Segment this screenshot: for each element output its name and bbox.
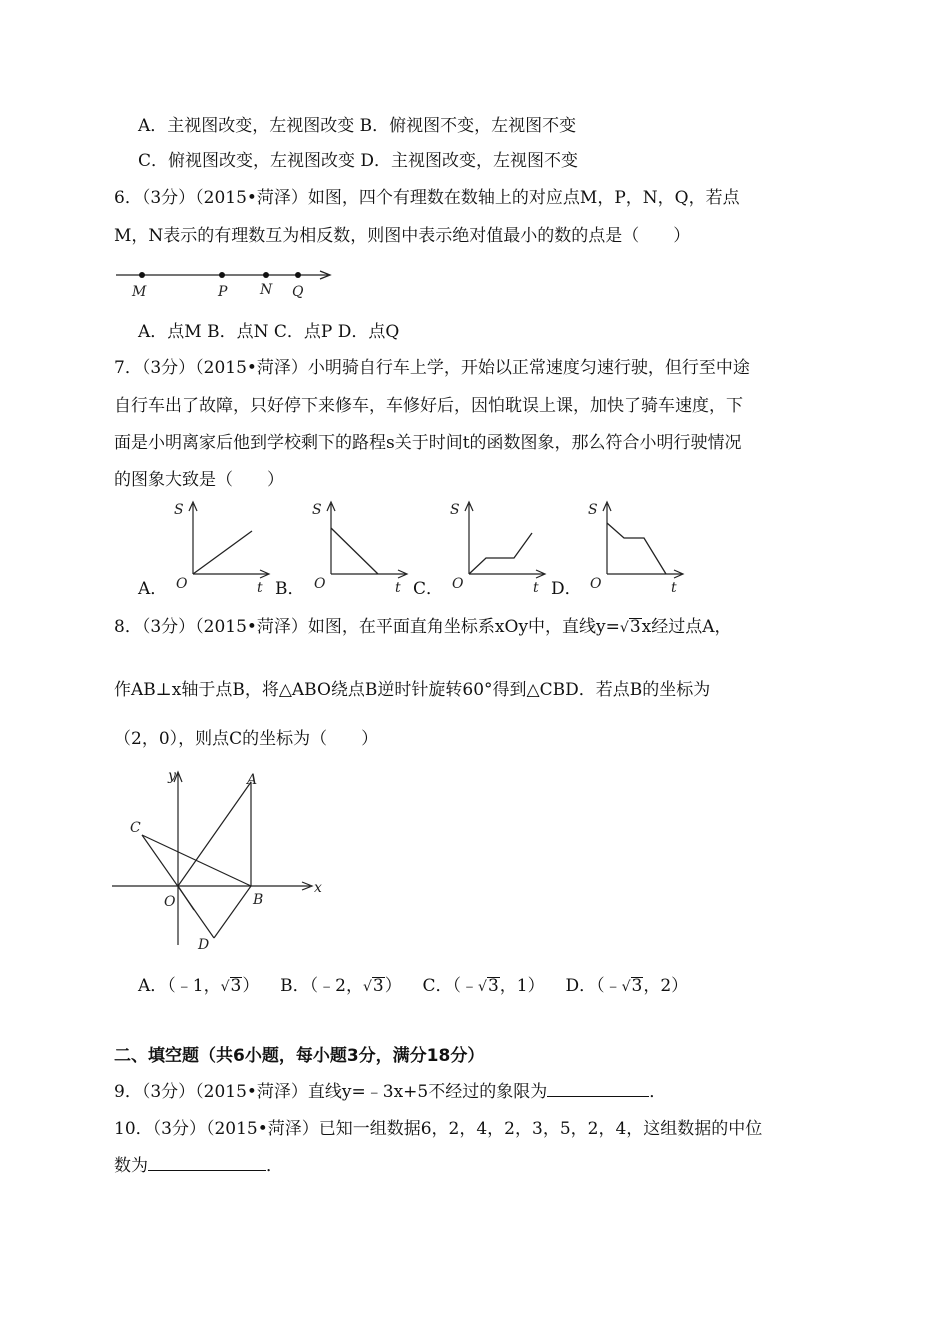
q7-graph-d xyxy=(584,498,689,598)
q7-graph-b-line xyxy=(331,528,378,574)
point-m xyxy=(139,272,145,278)
q7-option-a-label: A． xyxy=(138,579,168,599)
segment-db xyxy=(214,886,251,938)
q6-stem-line2: M，N表示的有理数互为相反数，则图中表示绝对值最小的数的点是（ ） xyxy=(114,226,691,246)
segment-od xyxy=(178,886,194,910)
svg-text:A: A xyxy=(247,772,258,788)
svg-text:O: O xyxy=(590,576,602,592)
segment-oa xyxy=(178,782,251,886)
svg-text:O: O xyxy=(164,894,176,910)
svg-text:x: x xyxy=(314,880,322,896)
q7-graph-a-line xyxy=(193,531,252,574)
q7-graph-c-line xyxy=(469,533,532,574)
q8-options: A．（﹣1，√3） B．（﹣2，√3） C．（﹣√3，1） D．（﹣√3，2） xyxy=(138,976,689,996)
point-n xyxy=(263,272,269,278)
q7-graph-d-line xyxy=(607,523,666,574)
q7-option-b-label: B． xyxy=(275,579,305,599)
label-n: N xyxy=(260,282,273,298)
svg-text:C: C xyxy=(130,820,141,836)
q7-graph-b xyxy=(308,498,413,598)
q6-options: A．点M B．点N C．点P D．点Q xyxy=(138,322,400,342)
segment-cb xyxy=(142,835,251,886)
q7-graph-c xyxy=(446,498,551,598)
q9-answer-blank xyxy=(547,1082,649,1097)
svg-text:O: O xyxy=(452,576,464,592)
svg-text:S: S xyxy=(174,502,184,518)
q5-options-line1: A．主视图改变，左视图改变 B．俯视图不变，左视图不变 xyxy=(138,116,577,136)
q9-stem: 9．（3分）（2015•菏泽）直线y=﹣3x+5不经过的象限为 ． xyxy=(114,1082,667,1102)
q7-stem-line4: 的图象大致是（ ） xyxy=(114,470,284,490)
q7-stem-line1: 7．（3分）（2015•菏泽）小明骑自行车上学，开始以正常速度匀速行驶，但行至中途 xyxy=(114,358,750,378)
point-q xyxy=(295,272,301,278)
q6-stem-line1: 6．（3分）（2015•菏泽）如图，四个有理数在数轴上的对应点M，P，N，Q，若点 xyxy=(114,188,740,208)
section-2-title: 二、填空题（共6小题，每小题3分，满分18分） xyxy=(114,1046,485,1066)
svg-text:t: t xyxy=(257,580,263,596)
svg-text:D: D xyxy=(198,937,210,953)
q5-options-line2: C．俯视图改变，左视图改变 D．主视图改变，左视图不变 xyxy=(138,151,579,171)
q8-stem-line3: （2，0），则点C的坐标为（ ） xyxy=(114,729,379,749)
q8-stem-line2: 作AB⊥x轴于点B，将△ABO绕点B逆时针旋转60°得到△CBD．若点B的坐标为 xyxy=(114,680,711,700)
svg-text:O: O xyxy=(314,576,326,592)
svg-text:O: O xyxy=(176,576,188,592)
svg-text:S: S xyxy=(312,502,322,518)
q8-stem-line1: 8．（3分）（2015•菏泽）如图，在平面直角坐标系xOy中，直线y=√3x经过点A， xyxy=(114,617,732,637)
q10-stem-line1: 10．（3分）（2015•菏泽）已知一组数据6，2，4，2，3，5，2，4，这组数据的中位 xyxy=(114,1119,763,1139)
q7-option-d-label: D． xyxy=(551,579,582,599)
svg-text:y: y xyxy=(168,768,176,784)
q10-answer-blank xyxy=(148,1156,266,1171)
svg-text:t: t xyxy=(533,580,539,596)
label-p: P xyxy=(218,284,228,300)
svg-text:t: t xyxy=(671,580,677,596)
q10-stem-line2: 数为 ． xyxy=(114,1156,283,1176)
q8-coordinate-figure xyxy=(110,762,330,957)
svg-text:t: t xyxy=(395,580,401,596)
svg-text:S: S xyxy=(450,502,460,518)
q7-graph-a xyxy=(170,498,275,598)
svg-text:B: B xyxy=(253,892,264,908)
q7-stem-line3: 面是小明离家后他到学校剩下的路程s关于时间t的函数图象，那么符合小明行驶情况 xyxy=(114,433,742,453)
number-line-figure xyxy=(112,262,342,302)
label-m: M xyxy=(132,284,147,300)
point-p xyxy=(219,272,225,278)
q7-stem-line2: 自行车出了故障，只好停下来修车，车修好后，因怕耽误上课，加快了骑车速度，下 xyxy=(114,396,743,416)
q7-option-c-label: C． xyxy=(413,579,444,599)
label-q: Q xyxy=(292,284,304,300)
svg-text:S: S xyxy=(588,502,598,518)
